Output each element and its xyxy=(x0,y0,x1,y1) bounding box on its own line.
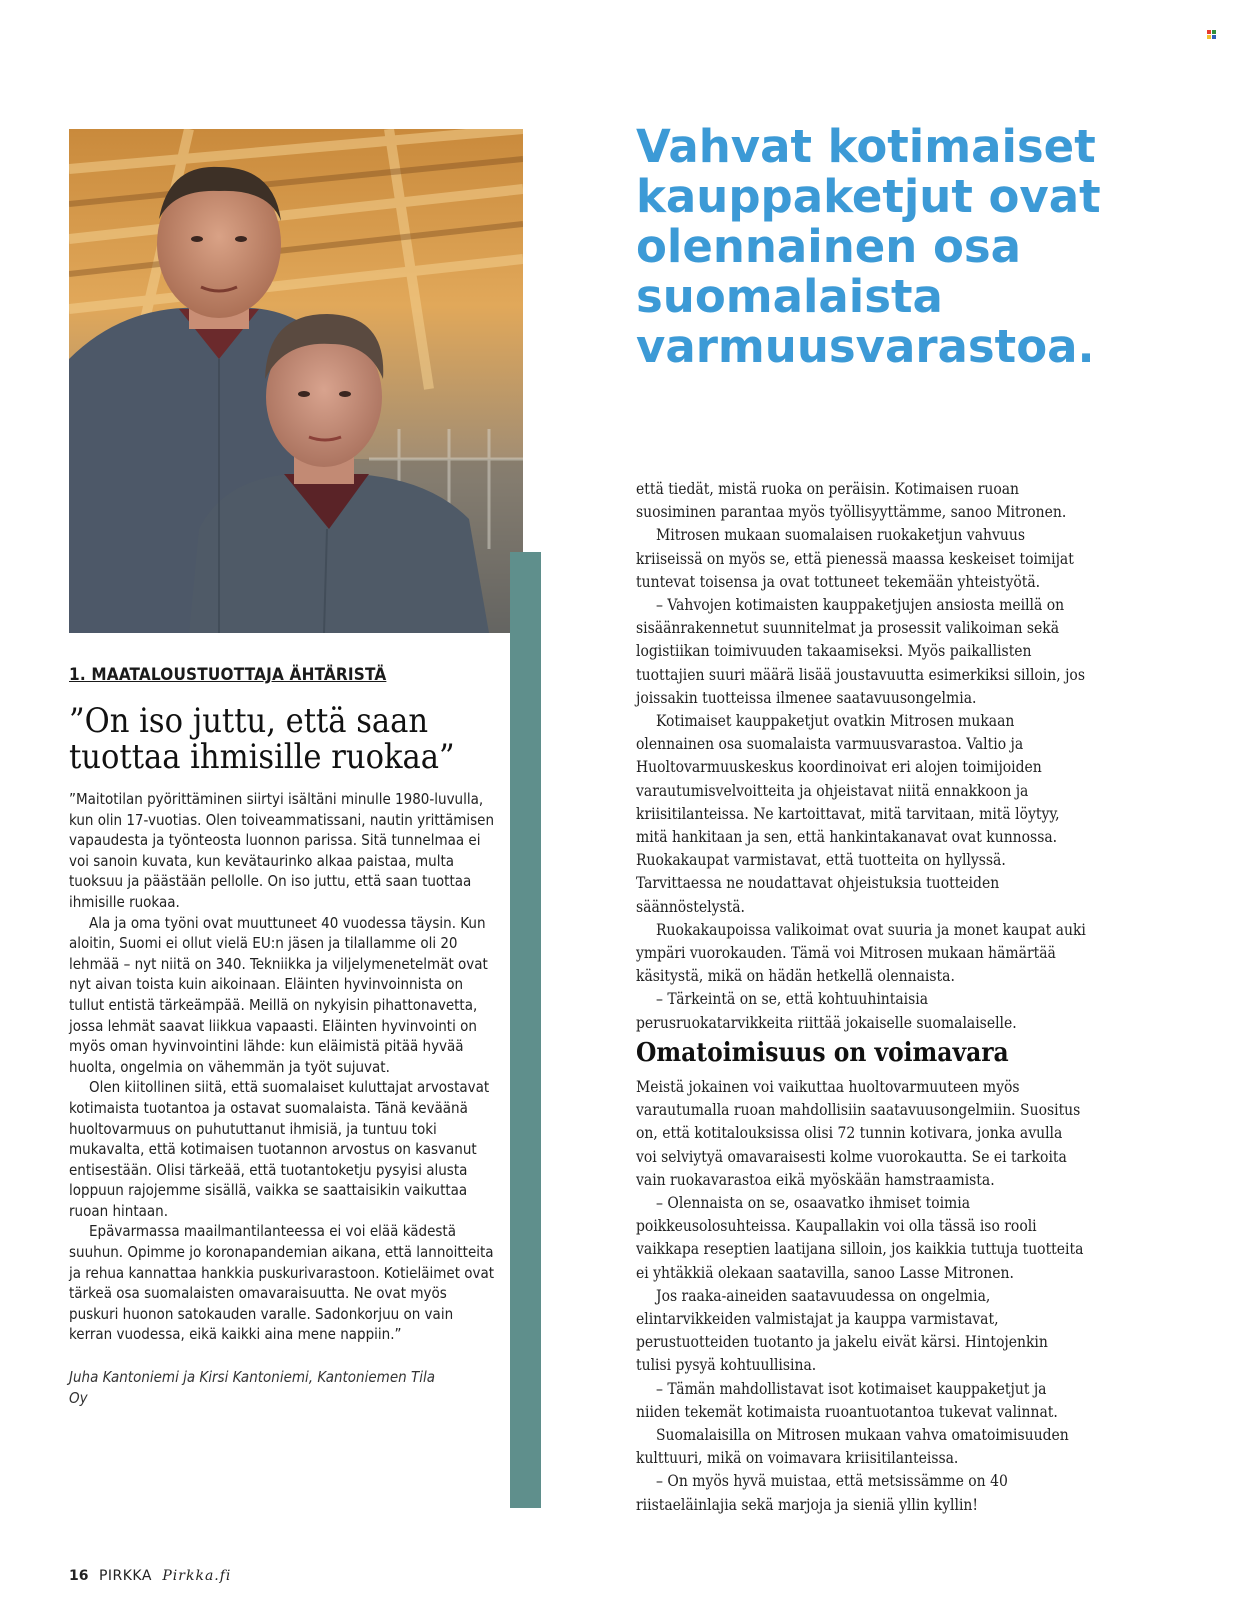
article-body-column xyxy=(636,478,1086,1035)
self-reliance-section xyxy=(636,1038,1086,1517)
article-paragraph: että tiedät, mistä ruoka on peräisin. Kotimaisen ruoan suosiminen parantaa myös työllisyyttämme, sanoo Mitronen. xyxy=(636,480,1067,522)
article-paragraph: Mitrosen mukaan suomalaisen ruokaketjun vahvuus kriiseissä on myös se, että pienessä maassa keskeiset toimijat tuntevat toisensa ja ovat tottuneet tekemään yhteistyötä. xyxy=(636,526,1074,591)
story-paragraph: Olen kiitollinen siitä, että suomalaiset kuluttajat arvostavat kotimaista tuotantoa ja ostavat suomalaista. Tänä keväänä huoltovarmuus on puhututtanut ihmisiä, ja tuntuu toki mukavalta, että kotimaisen tuotannon arvostus on kasvanut entisestään. Olisi tärkeää, että tuotantoketju pysyisi alusta loppuun rajojemme sisällä, vaikka se saattaisikin vaikuttaa ruoan hintaan. xyxy=(69,1078,490,1220)
farmer-story-column xyxy=(69,665,499,1409)
section-paragraph: – Olennaista on se, osaavatko ihmiset toimia poikkeusolosuhteissa. Kaupallakin voi olla tässä iso rooli vaikkapa reseptien laatijana silloin, jos kaikkia tuttuja tuotteita ei yhtäkkiä olekaan saatavilla, sanoo Lasse Mitronen. xyxy=(636,1194,1084,1282)
article-paragraph: Kotimaiset kauppaketjut ovatkin Mitrosen mukaan olennainen osa suomalaista varmuusvarastoa. Valtio ja Huoltovarmuuskeskus koordinoivat eri alojen toimijoiden varautumisvelvoitteita ja ohjeistavat niitä ennakkoon ja kriisitilanteissa. Ne kartoittavat, mitä tarvitaan, mitä löytyy, mitä hankitaan ja sen, että hankintakanavat ovat kunnossa. Ruokakaupat varmistavat, että tuotteita on hyllyssä. Tarvittaessa ne noudattavat ohjeistuksia tuotteiden säännöstelystä. xyxy=(636,712,1060,916)
story-paragraph: ”Maitotilan pyörittäminen siirtyi isältäni minulle 1980-luvulla, kun olin 17-vuotias. Olen toiveammatissani, nautin yrittämisen vapaudesta ja työnteosta luonnon parissa. Sitä tunnelmaa ei voi sanoin kuvata, kun kevätaurinko alkaa paistaa, multa tuoksuu ja päästään pellolle. On iso juttu, että saan tuottaa ihmisille ruokaa. xyxy=(69,790,495,911)
section-heading: Omatoimisuus on voimavara xyxy=(636,1038,1009,1068)
article-paragraph: – Tärkeintä on se, että kohtuuhintaisia perusruokatarvikkeita riittää jokaiselle suomalaiselle. xyxy=(636,990,1017,1032)
article-paragraph: – Vahvojen kotimaisten kauppaketjujen ansiosta meillä on sisäänrakennetut suunnitelmat ja prosessit valikoiman sekä logistiikan toimivuuden takaamiseksi. Myös paikallisten tuottajien suuri määrä lisää joustavuutta esimerkiksi silloin, jos joissakin tuotteissa ilmenee saatavuusongelmia. xyxy=(636,596,1085,707)
corner-logo-mark xyxy=(1207,30,1216,39)
story-paragraph: Epävarmassa maailmantilanteessa ei voi elää kädestä suuhun. Opimme jo koronapandemian aikana, että lannoitteita ja rehua kannattaa hankkia puskurivarastoon. Kotieläimet ovat tärkeä osa suomalaisten omavaraisuutta. Ne ovat myös puskuri huonon satokauden varalle. Sadonkorjuu on vain kerran vuodessa, eikä kaikki aina mene nappiin.” xyxy=(69,1222,495,1344)
footer-site-link[interactable]: Pirkka.fi xyxy=(162,1568,232,1584)
footer-brand: PIRKKA xyxy=(98,1568,152,1584)
story-signature: Juha Kantoniemi ja Kirsi Kantoniemi, Kantoniemen Tila Oy xyxy=(69,1368,435,1408)
section-paragraph: – On myös hyvä muistaa, että metsissämme on 40 riistaeläinlajia sekä marjoja ja sieniä yllin kyllin! xyxy=(636,1472,1008,1514)
page-number: 16 xyxy=(69,1568,89,1584)
story-paragraph: Ala ja oma työni ovat muuttuneet 40 vuodessa täysin. Kun aloitin, Suomi ei ollut vielä EU:n jäsen ja tilallamme oli 20 lehmää – nyt niitä on 340. Tekniikka ja viljelymenetelmät ovat nyt aivan toista kuin aikoinaan. Eläinten hyvinvoinnista on tullut entistä tärkeämpää. Meillä on nykyisin pihattonavetta, jossa lehmät saavat liikkua vapaasti. Eläinten hyvinvointi on myös oman hyvinvointini lähde: kun eläimistä pitää hyvää huolta, ongelmia on vähemmän ja työt sujuvat. xyxy=(69,913,488,1076)
section-paragraph: Suomalaisilla on Mitrosen mukaan vahva omatoimisuuden kulttuuri, mikä on voimavara kriisitilanteissa. xyxy=(636,1426,1069,1468)
story-kicker: 1. MAATALOUSTUOTTAJA ÄHTÄRISTÄ xyxy=(69,665,387,685)
section-paragraph: Meistä jokainen voi vaikuttaa huoltovarmuuteen myös varautumalla ruoan mahdollisiin saatavuusongelmiin. Suositus on, että kotitalouksissa olisi 72 tunnin kotivara, jonka avulla voi selviytyä omavaraisesti kolme vuorokautta. Se ei tarkoita vain ruokavarastoa eikä myöskään hamstraamista. xyxy=(636,1078,1081,1189)
section-paragraph: Jos raaka-aineiden saatavuudessa on ongelmia, elintarvikkeiden valmistajat ja kauppa varmistavat, perustuotteiden tuotanto ja jakelu eivät kärsi. Hintojenkin tulisi pysyä kohtuullisina. xyxy=(636,1286,1048,1375)
section-body xyxy=(636,1076,1086,1517)
teal-accent-bar xyxy=(510,552,541,1508)
section-paragraph: – Tämän mahdollistavat isot kotimaiset kauppaketjut ja niiden tekemät kotimaista ruoantuotantoa tukevat valinnat. xyxy=(636,1379,1058,1421)
story-body xyxy=(69,789,499,1345)
pull-quote-headline: Vahvat kotimaiset kauppaketjut ovat olennainen osa suomalaista varmuusvarastoa. xyxy=(636,120,1101,373)
story-quote-title: ”On iso juttu, että saan tuottaa ihmisille ruokaa” xyxy=(69,701,455,777)
page-footer xyxy=(69,1568,231,1584)
farmer-couple-photo xyxy=(69,129,523,633)
article-paragraph: Ruokakaupoissa valikoimat ovat suuria ja monet kaupat auki ympäri vuorokauden. Tämä voi Mitrosen mukaan hämärtää käsitystä, mikä on hädän hetkellä olennaista. xyxy=(636,920,1086,986)
